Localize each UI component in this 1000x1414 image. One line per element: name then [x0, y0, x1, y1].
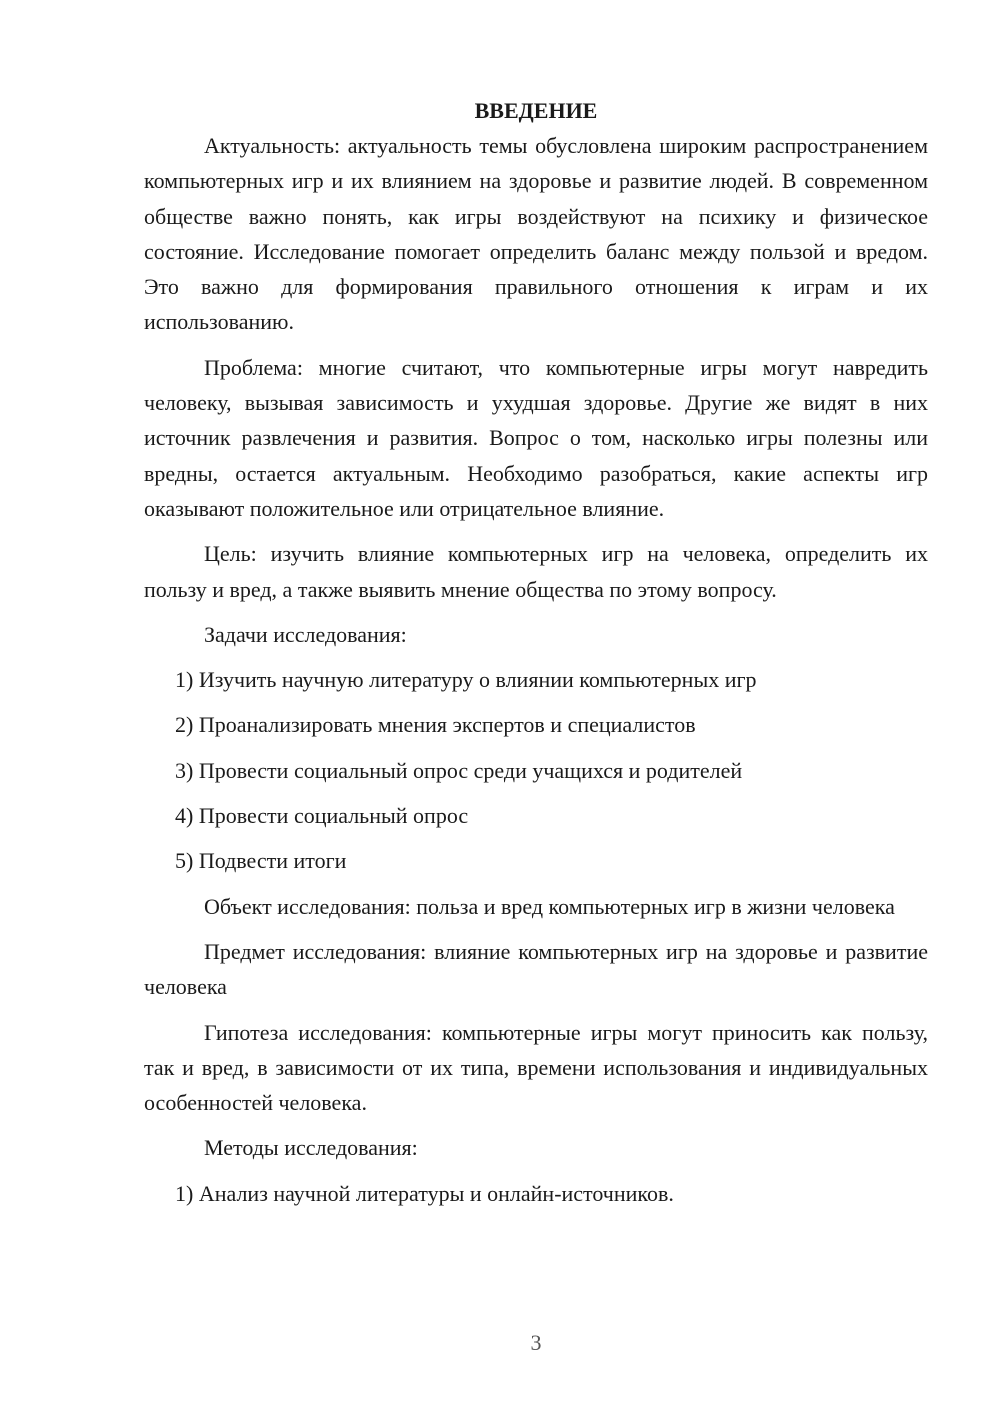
page-number: 3: [530, 1330, 542, 1355]
subject-paragraph: Предмет исследования: влияние компьютерных игр на здоровье и развитие человека: [144, 938, 928, 1000]
task-item: 3) Провести социальный опрос среди учащихся и родителей: [175, 757, 743, 783]
page-body: [144, 93, 928, 1221]
problem-paragraph: Проблема: многие считают, что компьютерные игры могут навредить человеку, вызывая зависимость и ухудшая здоровье. Другие же видят в них источник развлечения и развития. Вопрос о том, насколько игры полезны или вредны, остается актуальным. Необходимо разобраться, какие аспекты игр оказывают положительное или отрицательное влияние.: [144, 354, 928, 521]
hypothesis-paragraph: Гипотеза исследования: компьютерные игры могут приносить как пользу, так и вред, в зависимости от их типа, времени использования и индивидуальных особенностей человека.: [144, 1019, 928, 1116]
page-title: ВВЕДЕНИЕ: [474, 98, 598, 123]
task-item: 4) Провести социальный опрос: [175, 803, 469, 829]
tasks-heading: Задачи исследования:: [204, 621, 407, 647]
task-item: 1) Изучить научную литературу о влиянии компьютерных игр: [175, 667, 757, 693]
goal-paragraph: Цель: изучить влияние компьютерных игр на человека, определить их пользу и вред, а также выявить мнение общества по этому вопросу.: [144, 541, 928, 602]
methods-heading: Методы исследования:: [204, 1135, 418, 1161]
relevance-paragraph: Актуальность: актуальность темы обусловлена широким распространением компьютерных игр и их влиянием на здоровье и развитие людей. В современном обществе важно понять, как игры воздействуют на психику и физическое состояние. Исследование помогает определить баланс между пользой и вредом. Это важно для формирования правильного отношения к играм и их использованию.: [144, 133, 928, 335]
object-paragraph: Объект исследования: польза и вред компьютерных игр в жизни человека: [204, 893, 895, 919]
task-item: 5) Подвести итоги: [175, 848, 347, 874]
method-item: 1) Анализ научной литературы и онлайн-источников.: [175, 1180, 674, 1206]
task-item: 2) Проанализировать мнения экспертов и специалистов: [175, 712, 696, 738]
